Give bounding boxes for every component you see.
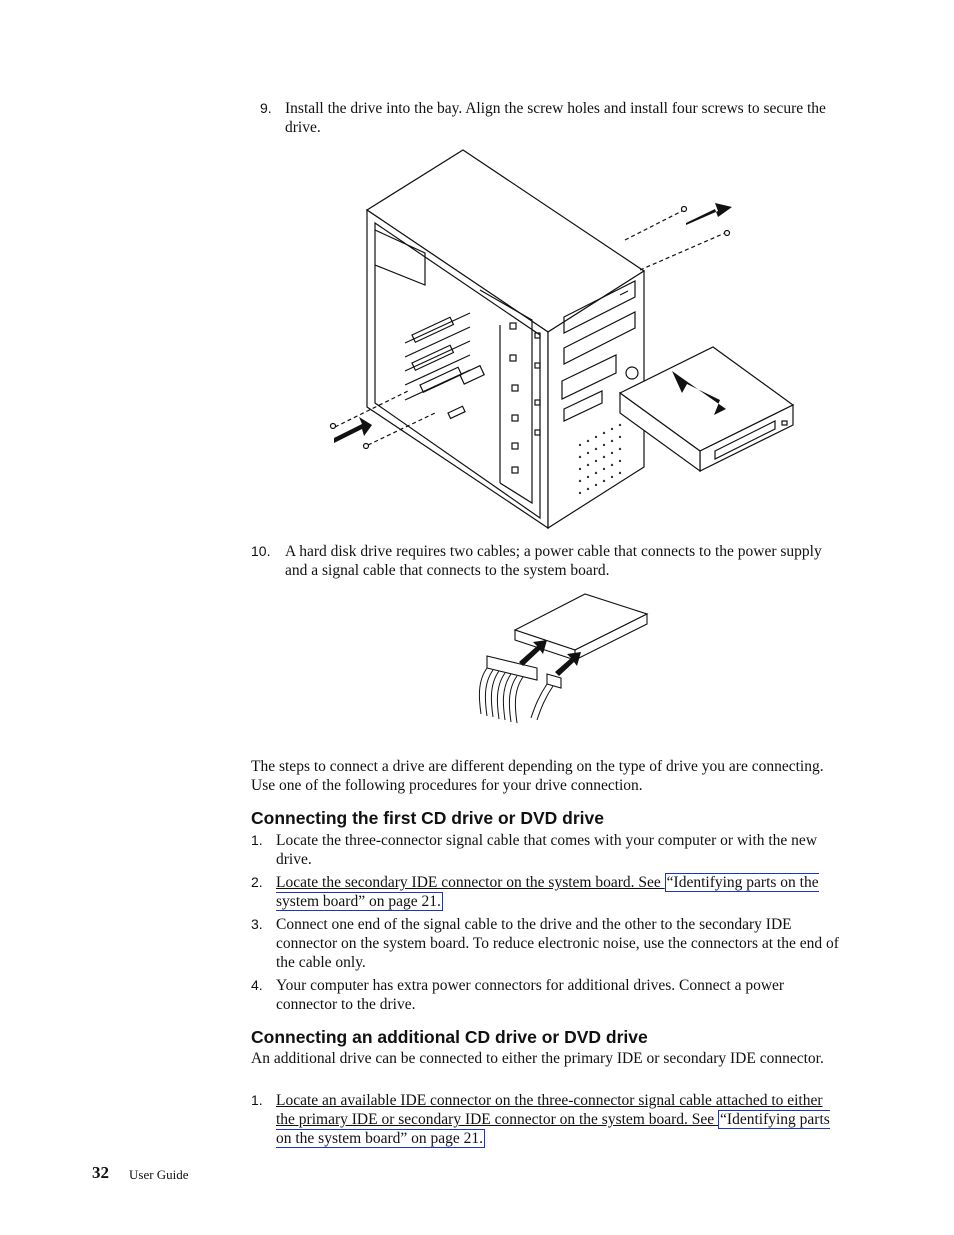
step-10 xyxy=(251,542,841,580)
list-item xyxy=(251,873,841,911)
section-intro: An additional drive can be connected to either the primary IDE or secondary IDE connector. xyxy=(251,1050,824,1067)
step-number: 3. xyxy=(251,916,263,932)
step-text: Connect one end of the signal cable to the drive and the other to the secondary IDE connector on the system board. To reduce electronic noise, use the connectors at the end of the cable only. xyxy=(276,916,839,971)
step-number: 10. xyxy=(251,543,271,559)
cross-reference-link[interactable]: “Identifying parts on the system board” on page 21. xyxy=(276,1111,830,1147)
drive-install-illustration xyxy=(320,145,800,530)
hard-disk-cable-illustration xyxy=(475,590,655,725)
page-number: 32 xyxy=(92,1163,109,1182)
step-number: 4. xyxy=(251,977,263,993)
list-item xyxy=(251,831,841,869)
step-9 xyxy=(260,99,840,137)
step-text: Your computer has extra power connectors for additional drives. Connect a power connector to the drive. xyxy=(276,977,785,1013)
cross-reference-link[interactable]: “Identifying parts on the system board” on page 21. xyxy=(276,874,819,910)
step-number: 1. xyxy=(251,832,263,848)
step-text: Install the drive into the bay. Align the screw holes and install four screws to secure the drive. xyxy=(285,100,826,136)
step-number: 1. xyxy=(251,1092,263,1108)
step-text: Locate the secondary IDE connector on the system board. See xyxy=(276,874,665,891)
optical-drive xyxy=(620,347,793,471)
list-item xyxy=(251,915,841,972)
step-number: 2. xyxy=(251,874,263,890)
footer-title: User Guide xyxy=(129,1167,189,1182)
list-item xyxy=(251,1091,841,1148)
step-number: 9. xyxy=(260,100,272,116)
step-text: A hard disk drive requires two cables; a power cable that connects to the power supply and a signal cable that connects to the system board. xyxy=(285,543,822,579)
list-item xyxy=(251,976,841,1014)
intro-paragraph: The steps to connect a drive are different depending on the type of drive you are connecting. Use one of the following procedures for your drive connection. xyxy=(251,758,824,794)
section-heading-first-drive: Connecting the first CD drive or DVD drive xyxy=(251,808,604,828)
step-text: Locate the three-connector signal cable that comes with your computer or with the new drive. xyxy=(276,832,818,868)
step-text: Locate an available IDE connector on the three-connector signal cable attached to either the primary IDE or secondary IDE connector on the system board. See xyxy=(276,1092,823,1128)
section-heading-additional-drive: Connecting an additional CD drive or DVD drive xyxy=(251,1027,648,1047)
